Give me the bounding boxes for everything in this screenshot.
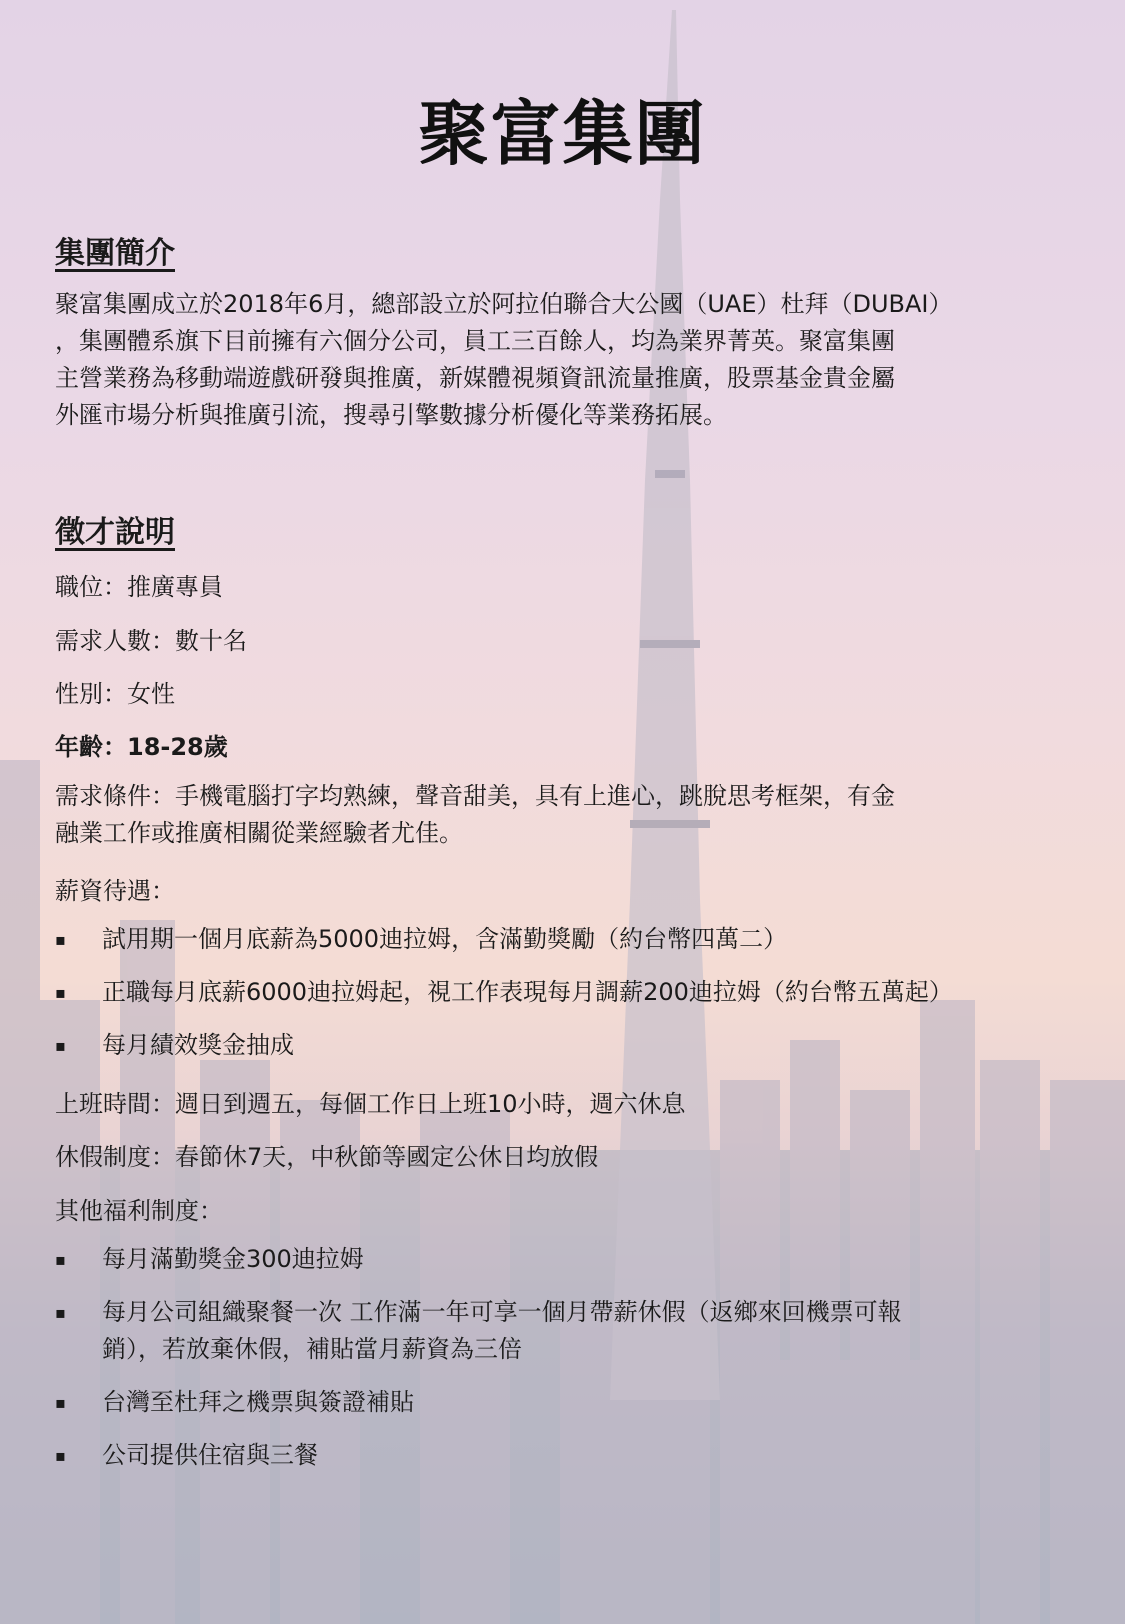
benefit-line: 銷），若放棄休假，補貼當月薪資為三倍 (102, 1335, 522, 1363)
age: 年齡：18-28歲 (55, 733, 228, 761)
headcount: 需求人數：數十名 (55, 627, 247, 655)
benefit-line: 每月公司組織聚餐一次 工作滿一年可享一個月帶薪休假（返鄉來回機票可報 (102, 1298, 902, 1326)
bullet-icon: ▪ (55, 1250, 66, 1269)
intro-line: 聚富集團成立於2018年6月，總部設立於阿拉伯聯合大公國（UAE）杜拜（DUBAI） (55, 290, 953, 318)
recruit-heading: 徵才說明 (55, 515, 175, 550)
benefit-item: 公司提供住宿與三餐 (102, 1441, 318, 1469)
salary-label: 薪資待遇： (55, 877, 175, 905)
benefit-item: 台灣至杜拜之機票與簽證補貼 (102, 1388, 414, 1416)
gender: 性別：女性 (55, 680, 175, 708)
bullet-icon: ▪ (55, 983, 66, 1002)
bullet-icon: ▪ (55, 1303, 66, 1322)
intro-heading: 集團簡介 (55, 236, 175, 271)
bullet-icon: ▪ (55, 930, 66, 949)
benefits-label: 其他福利制度： (55, 1197, 223, 1225)
work-hours: 上班時間：週日到週五，每個工作日上班10小時，週六休息 (55, 1090, 686, 1118)
intro-line: 外匯市場分析與推廣引流，搜尋引擎數據分析優化等業務拓展。 (55, 401, 727, 429)
bullet-icon: ▪ (55, 1393, 66, 1412)
benefit-item (102, 1294, 902, 1368)
bullet-icon: ▪ (55, 1036, 66, 1055)
page-title: 聚富集團 (418, 93, 707, 175)
requirements-line: 融業工作或推廣相關從業經驗者尤佳。 (55, 819, 463, 847)
bullet-icon: ▪ (55, 1446, 66, 1465)
benefit-item: 每月滿勤獎金300迪拉姆 (102, 1245, 364, 1273)
salary-item: 試用期一個月底薪為5000迪拉姆，含滿勤獎勵（約台幣四萬二） (102, 925, 788, 953)
intro-line: 主營業務為移動端遊戲研發與推廣，新媒體視頻資訊流量推廣，股票基金貴金屬 (55, 364, 895, 392)
intro-paragraph (55, 286, 953, 434)
requirements-line: 需求條件：手機電腦打字均熟練，聲音甜美，具有上進心，跳脫思考框架，有金 (55, 782, 895, 810)
salary-item: 正職每月底薪6000迪拉姆起，視工作表現每月調薪200迪拉姆（約台幣五萬起） (102, 978, 953, 1006)
leave-policy: 休假制度：春節休7天，中秋節等國定公休日均放假 (55, 1143, 599, 1171)
position: 職位：推廣專員 (55, 573, 223, 601)
salary-item: 每月績效獎金抽成 (102, 1031, 294, 1059)
intro-line: ，集團體系旗下目前擁有六個分公司，員工三百餘人，均為業界菁英。聚富集團 (55, 327, 895, 355)
requirements (55, 778, 895, 852)
